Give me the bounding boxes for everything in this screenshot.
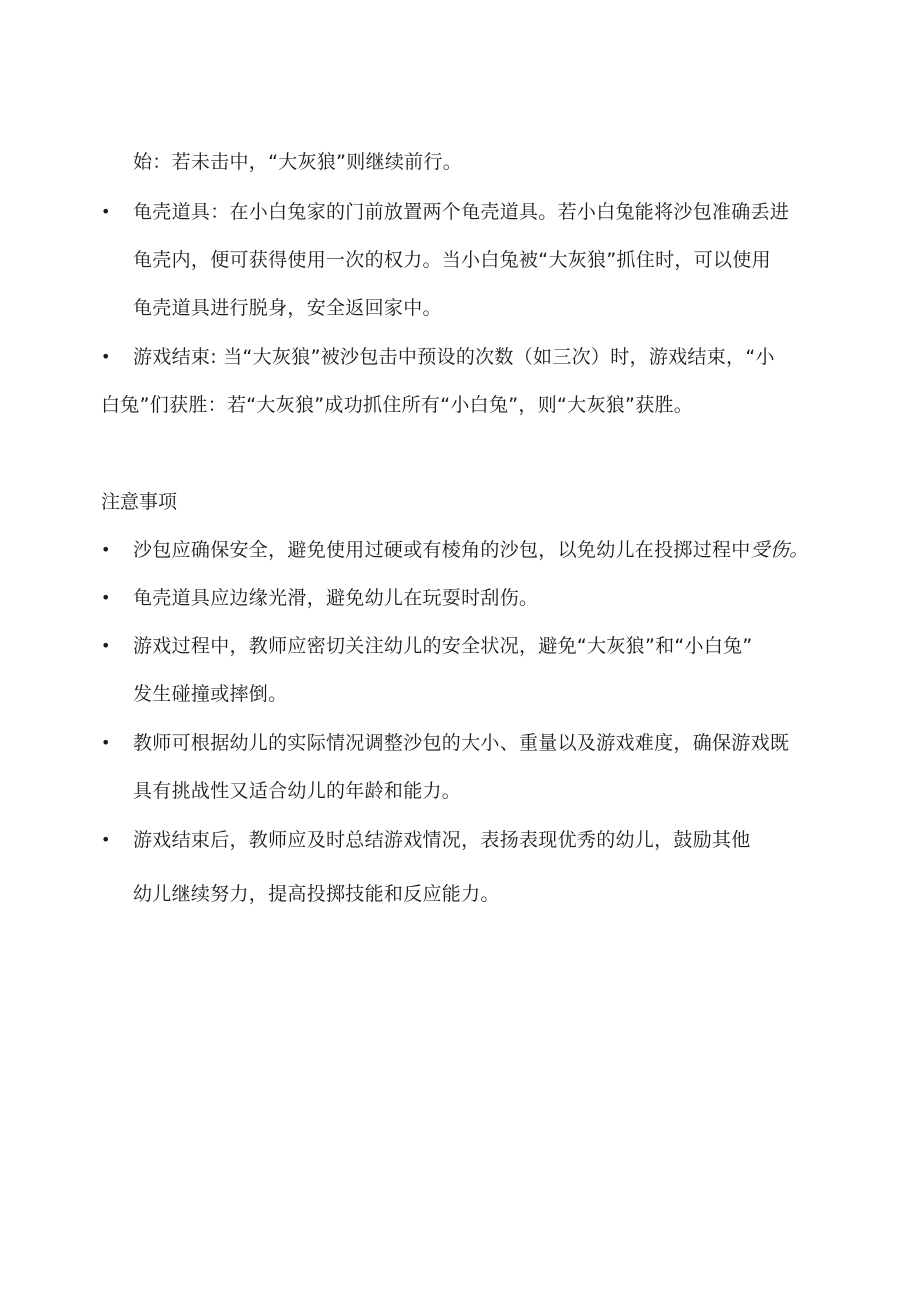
bullet-marker: •	[101, 636, 111, 655]
rule-turtle-shell-line-2: 龟壳内，便可获得使用一次的权力。当小白兔被“大灰狼”抓住时，可以使用	[133, 249, 771, 271]
rule-turtle-shell-line-1: 龟壳道具：在小白兔家的门前放置两个龟壳道具。若小白兔能将沙包准确丢进	[133, 201, 790, 223]
notes-heading: 注意事项	[101, 491, 178, 513]
note-item-1-italic-tail: 受伤。	[750, 539, 809, 561]
note-item-4-line-1: 教师可根据幼儿的实际情况调整沙包的大小、重量以及游戏难度，确保游戏既	[133, 732, 790, 754]
bullet-marker: •	[101, 202, 111, 221]
note-item-4-line-2: 具有挑战性又适合幼儿的年龄和能力。	[133, 780, 462, 802]
rule-turtle-shell-line-3: 龟壳道具进行脱身，安全返回家中。	[133, 297, 442, 319]
bullet-marker: •	[101, 540, 111, 559]
bullet-marker: •	[101, 733, 111, 752]
note-item-5-line-1: 游戏结束后，教师应及时总结游戏情况，表扬表现优秀的幼儿，鼓励其他	[133, 829, 751, 851]
note-item-2: 龟壳道具应边缘光滑，避免幼儿在玩耍时刮伤。	[133, 587, 539, 609]
note-item-1-text: 沙包应确保安全，避免使用过硬或有棱角的沙包，以免幼儿在投掷过程中	[133, 539, 751, 561]
paragraph-continuation: 始：若未击中，“大灰狼”则继续前行。	[133, 151, 463, 173]
note-item-3-line-1: 游戏过程中，教师应密切关注幼儿的安全状况，避免“大灰狼”和“小白兔”	[133, 635, 753, 657]
rule-game-end-line-1: 游戏结束: 当“大灰狼”被沙包击中预设的次数（如三次）时，游戏结束，“小	[133, 346, 775, 368]
bullet-marker: •	[101, 830, 111, 849]
note-item-3-line-2: 发生碰撞或摔倒。	[133, 683, 288, 705]
note-item-1	[133, 538, 809, 562]
bullet-marker: •	[101, 347, 111, 366]
note-item-5-line-2: 幼儿继续努力，提高投掷技能和反应能力。	[133, 883, 500, 905]
rule-game-end-line-2: 白兔”们获胜：若“大灰狼”成功抓住所有“小白兔”，则“大灰狼”获胜。	[101, 394, 694, 416]
bullet-marker: •	[101, 588, 111, 607]
